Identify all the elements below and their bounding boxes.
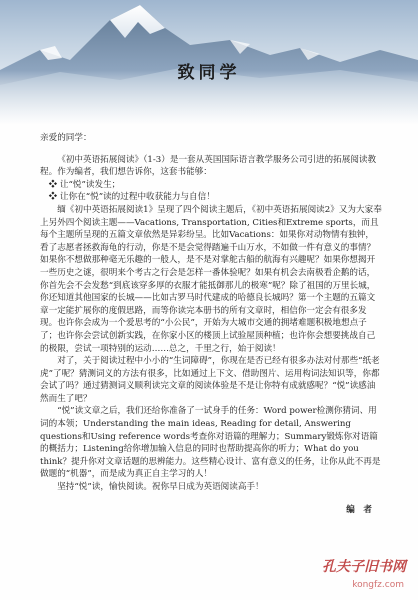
page-title: 致同学	[177, 63, 241, 83]
paragraph-themes: 缅《初中英语拓展阅读1》呈现了四个阅读主题后，《初中英语拓展阅读2》又为大家奉上另外四个阅读主题——Vacations, Transportation, Cities和Extreme sports，而且每个主题所呈现的五篇文章依然是异彩纷呈。比如Vacations：如果你对动物情有独钟，看了志愿者拯救海龟的行动，你是不是会觉得踏遍千山万水，不如做一件有意义的事情？如果你不想做那种毫无乐趣的一般人，是不是对掌舵古船的航海有兴趣呢？如果你想揭开一些历史之谜，很明来个考古之行会是怎样一番体验呢？如果有机会去南极看企鹅的话，你首先会不会发愁“到底该穿多厚的衣服才能抵御那儿的极寒”呢？除了祖国的万里长城，你还知道其他国家的长城——比如古罗马时代建成的哈德良长城吗？第一个主题的五篇文章一定能扩展你的度假思路，而等你读完本册书的所有文章时，相信你一定会有很多发现。也许你会成为一个爱思考的“小公民”，开始为大城市交通的拥堵难题积极地想点子了；也许你会尝试创新实践，在你家小区的楼顶上试验屋顶种植；也许你会想要挑战自己的极限，尝试一项特别的运动……总之，千里之行，始于阅读！	[40, 204, 382, 354]
bullet-item: ❖ 让你在“悦”读的过程中收获能力与自信！	[48, 192, 215, 203]
bullet-item: ❖ 让“悦”读发生；	[48, 179, 121, 190]
greeting: 亲爱的同学：	[40, 133, 92, 143]
watermark-url: kongfz.com	[352, 580, 404, 590]
paragraph-intro: 《初中英语拓展阅读》（1-3）是一套从英国国际语言教学服务公司引进的拓展阅读教程。作为编者，我们想告诉你，这套书能够：	[40, 154, 377, 178]
paragraph-tasks: “悦”读文章之后，我们还给你准备了一试身手的任务：Word power检测你猜词、用词的本领；Understanding the main ideas, Reading for detail, Answering questions和Using reference words考查你对语篇的理解力；Summary锻炼你对语篇的概括力；Listening给你增加输入信息的同时也帮助提高你的听力；What do you think？提升你对文章话题的思辨能力。这些精心设计、富有意义的任务，让你从此不再是做题的“机器”，而是成为真正自主学习的人！	[40, 406, 381, 480]
paragraph-closing: 坚持“悦”读，愉快阅读。祝你早日成为英语阅读高手！	[57, 482, 264, 493]
paragraph-vocabulary: 对了，关于阅读过程中小小的“生词障碍”，你现在是否已经有很多办法对付那些“纸老虎”了呢？猜测词义的方法有很多，比如通过上下文、借助图片、运用构词法知识等，你都会试了吗？通过猜测词义顺利读完文章的阅读体验是不是让你特有成就感呢？“悦”读感油然而生了吧？	[40, 356, 380, 404]
watermark-logo: 孔夫子旧书网	[322, 559, 406, 575]
signature: 编 者	[346, 504, 372, 515]
letter-body	[40, 132, 382, 516]
